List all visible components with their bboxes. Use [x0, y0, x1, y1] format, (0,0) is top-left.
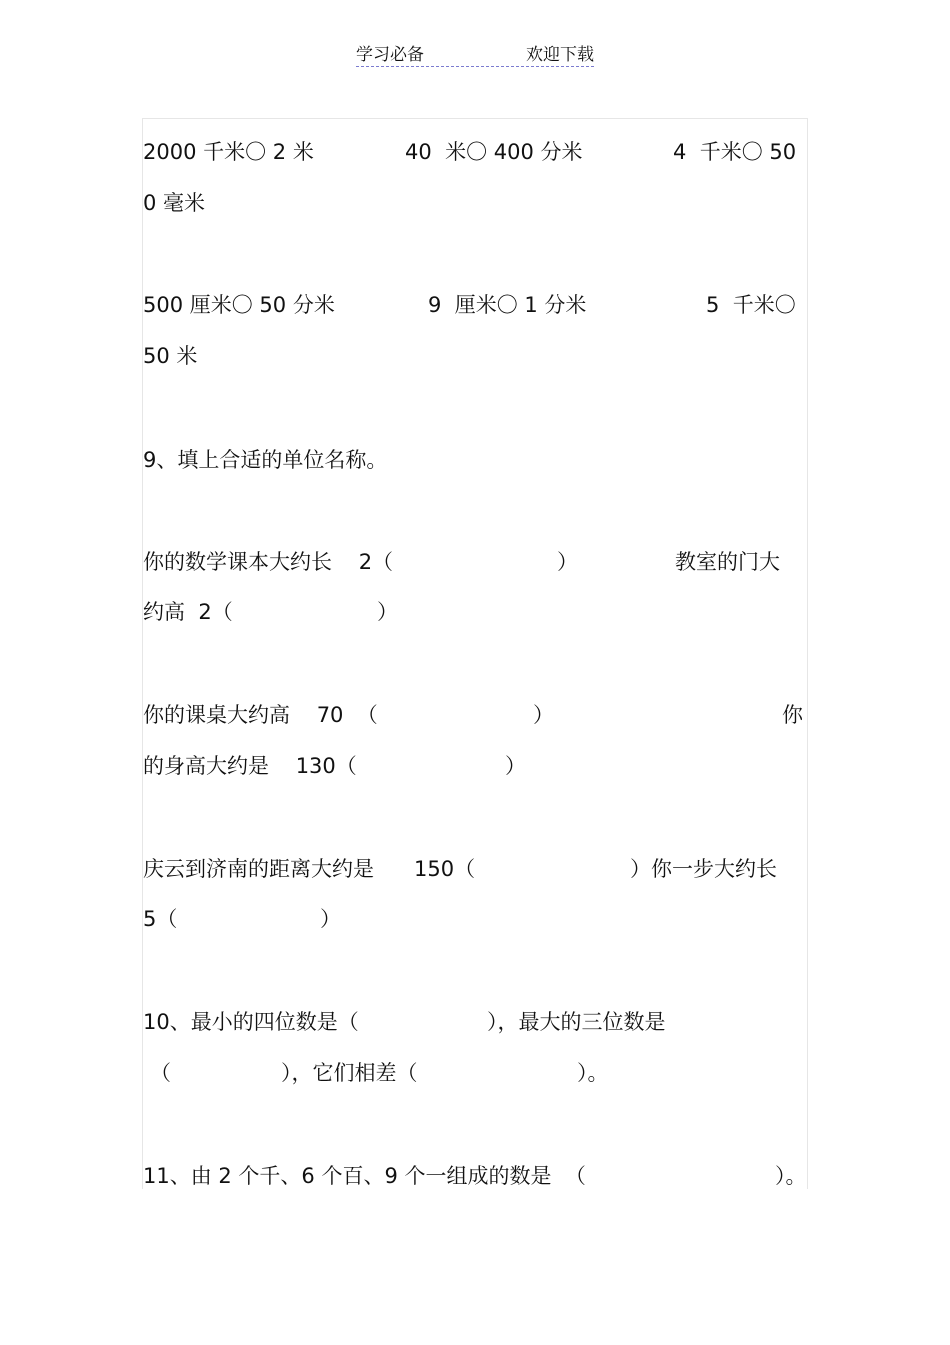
text-line: ） [557, 550, 578, 574]
text-line: 40 米〇 400 分米 [405, 140, 583, 164]
text-line: 9、填上合适的单位名称。 [143, 448, 388, 472]
text-line: 10、最小的四位数是（ [143, 1010, 359, 1034]
text-line: 5（ [143, 907, 178, 931]
text-line: 庆云到济南的距离大约是 150（ [143, 857, 476, 881]
text-line: ）。 [577, 1061, 609, 1085]
text-line: 教室的门大 [675, 550, 780, 574]
text-line: 约高 2（ [143, 600, 233, 624]
text-line: 2000 千米〇 2 米 [143, 140, 314, 164]
text-line: 你 [782, 703, 803, 727]
text-line: 50 米 [143, 344, 198, 368]
text-line: 5 千米〇 [706, 293, 796, 317]
text-line: ）你一步大约长 [630, 857, 777, 881]
text-line: ），最大的三位数是 [487, 1010, 666, 1034]
text-line: ），它们相差（ [281, 1061, 418, 1085]
text-line: 的身高大约是 130（ [143, 754, 357, 778]
header-right-text: 欢迎下载 [526, 45, 594, 65]
text-line: ） [533, 703, 554, 727]
text-line: 11、由 2 个千、6 个百、9 个一组成的数是 （ [143, 1164, 586, 1188]
text-line: 0 毫米 [143, 191, 206, 215]
header-left-text: 学习必备 [356, 45, 424, 65]
text-line: ） [320, 907, 341, 931]
page-header [356, 40, 594, 67]
text-line: 9 厘米〇 1 分米 [428, 293, 587, 317]
text-line: ）。 [775, 1164, 807, 1188]
text-line: ） [505, 754, 526, 778]
text-line: ） [377, 600, 398, 624]
text-line: 4 千米〇 50 [673, 140, 797, 164]
text-line: 你的课桌大约高 70 （ [143, 703, 378, 727]
text-line: （ [150, 1061, 171, 1085]
text-line: 你的数学课本大约长 2（ [143, 550, 394, 574]
text-line: 500 厘米〇 50 分米 [143, 293, 335, 317]
